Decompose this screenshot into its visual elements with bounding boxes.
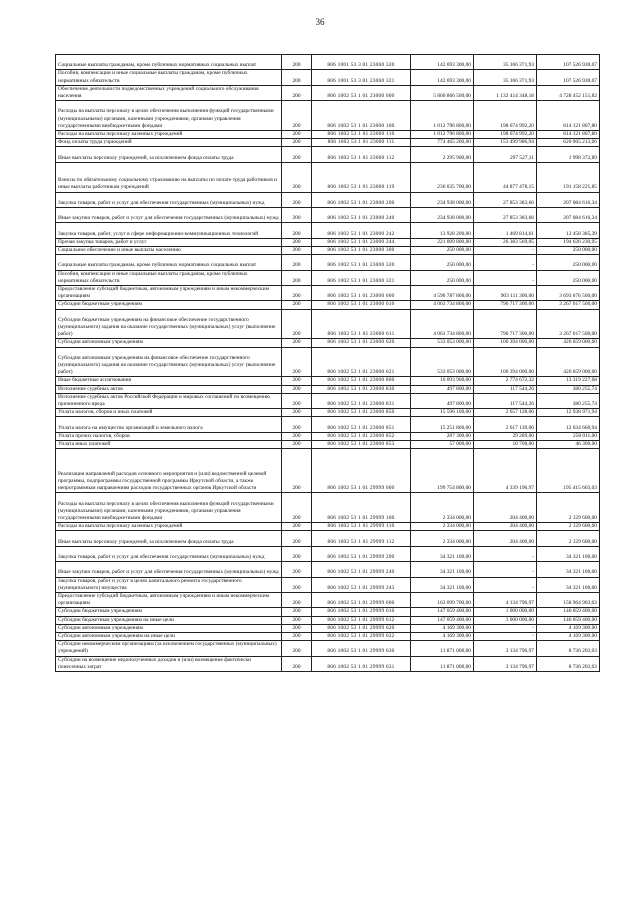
row-name-cell: Расходы на выплаты персоналу в целях обеспечения выполнения функций государственными (муниципальными) органами, казенными учреждениями, органами управления государственными внебюджетными фондами <box>56 101 282 131</box>
table-row <box>56 409 600 417</box>
row-code-cell: 200 <box>282 347 312 377</box>
table-row <box>56 162 600 192</box>
row-plan-cell: 34 321 100,00 <box>411 577 474 592</box>
row-name-cell: Субсидии бюджетным учреждениям <box>56 301 282 309</box>
row-executed-cell: - <box>474 632 537 640</box>
row-code-cell: 200 <box>282 192 312 207</box>
row-kbk-cell: 806 1002 53 1 01 23000 112 <box>312 147 411 162</box>
row-kbk-cell: 806 1001 53 3 01 23060 320 <box>312 55 411 70</box>
table-row <box>56 546 600 561</box>
row-name-cell: Иные выплаты персоналу учреждений, за исключением фонда оплаты труда <box>56 531 282 546</box>
row-executed-cell: 796 717 300,00 <box>474 301 537 309</box>
row-plan-cell: 234 938 000,00 <box>411 192 474 207</box>
row-code-cell: 200 <box>282 70 312 85</box>
row-remaining-cell: 4 169 300,00 <box>537 632 600 640</box>
table-row <box>56 432 600 440</box>
table-row <box>56 449 600 493</box>
table-row <box>56 440 600 448</box>
row-code-cell: 200 <box>282 207 312 222</box>
row-name-cell: Предоставление субсидий бюджетным, автономным учреждениям и иным некоммерческим организациям <box>56 285 282 300</box>
row-name-cell: Пособия, компенсации и иные социальные выплаты гражданам, кроме публичных нормативных обязательств <box>56 70 282 85</box>
row-name-cell: Прочая закупка товаров, работ и услуг <box>56 238 282 246</box>
row-kbk-cell: 806 1002 53 1 01 29999 000 <box>312 449 411 493</box>
row-plan-cell: 2 334 000,00 <box>411 523 474 531</box>
row-name-cell: Субсидии бюджетным учреждениям на иные цели <box>56 616 282 624</box>
row-kbk-cell: 806 1002 53 1 01 29999 200 <box>312 546 411 561</box>
row-name-cell: Субсидии на возмещение недополученных доходов и (или) возмещение фактически понесенных затрат <box>56 656 282 671</box>
row-code-cell: 200 <box>282 385 312 393</box>
table-row <box>56 246 600 254</box>
row-name-cell: Социальное обеспечение и иные выплаты населению <box>56 246 282 254</box>
row-plan-cell: 2 295 900,00 <box>411 147 474 162</box>
table-row <box>56 85 600 100</box>
row-kbk-cell: 806 1002 53 1 01 23000 244 <box>312 238 411 246</box>
row-name-cell: Расходы на выплаты персоналу в целях обеспечения выполнения функций государственными (муниципальными) органами, казенными учреждениями, органами управления государственными внебюджетными фондами <box>56 493 282 523</box>
row-code-cell: 200 <box>282 562 312 577</box>
row-executed-cell: - <box>474 255 537 270</box>
row-name-cell: Иные бюджетные ассигнования <box>56 377 282 385</box>
row-plan-cell: 142 693 300,00 <box>411 55 474 70</box>
row-remaining-cell: 380 255,74 <box>537 393 600 408</box>
row-plan-cell: 34 321 100,00 <box>411 562 474 577</box>
row-executed-cell: - <box>474 577 537 592</box>
row-code-cell: 200 <box>282 656 312 671</box>
row-remaining-cell: 158 964 903,03 <box>537 592 600 607</box>
row-name-cell: Субсидии бюджетным учреждениям <box>56 608 282 616</box>
row-name-cell: Закупка товаров, работ и услуг в целях капитального ремонта государственного (муниципального) имущества <box>56 577 282 592</box>
row-remaining-cell: 12 938 971,94 <box>537 409 600 417</box>
row-code-cell: 200 <box>282 432 312 440</box>
row-name-cell: Субсидии некоммерческим организациям (за исключением государственных (муниципальных) учреждений) <box>56 641 282 656</box>
row-code-cell: 200 <box>282 577 312 592</box>
budget-execution-table <box>55 54 600 672</box>
row-plan-cell: 16 093 900,00 <box>411 377 474 385</box>
row-remaining-cell: 3 267 017 500,00 <box>537 301 600 309</box>
table-row <box>56 577 600 592</box>
row-plan-cell: 250 000,00 <box>411 270 474 285</box>
row-plan-cell: 774 465 200,00 <box>411 139 474 147</box>
table-row <box>56 592 600 607</box>
row-executed-cell: 3 134 796,97 <box>474 656 537 671</box>
row-plan-cell: 34 321 100,00 <box>411 546 474 561</box>
row-remaining-cell: 8 736 203,03 <box>537 641 600 656</box>
row-name-cell: Иные выплаты персоналу учреждений, за исключением фонда оплаты труда <box>56 147 282 162</box>
row-kbk-cell: 806 1002 53 1 01 23000 000 <box>312 85 411 100</box>
row-code-cell: 200 <box>282 417 312 432</box>
row-plan-cell: 4 596 787 800,00 <box>411 285 474 300</box>
row-executed-cell: - <box>474 270 537 285</box>
row-code-cell: 200 <box>282 608 312 616</box>
row-remaining-cell: 194 626 230,95 <box>537 238 600 246</box>
row-code-cell: 200 <box>282 339 312 347</box>
row-kbk-cell: 806 1002 53 1 01 23000 621 <box>312 347 411 377</box>
row-executed-cell: 29 289,00 <box>474 432 537 440</box>
row-executed-cell: 26 383 569,05 <box>474 238 537 246</box>
row-executed-cell: - <box>474 562 537 577</box>
table-row <box>56 632 600 640</box>
row-code-cell: 200 <box>282 632 312 640</box>
row-kbk-cell: 806 1002 53 1 01 23000 321 <box>312 270 411 285</box>
row-plan-cell: 142 693 300,00 <box>411 70 474 85</box>
row-plan-cell: 147 059 400,00 <box>411 616 474 624</box>
row-executed-cell: 117 544,26 <box>474 393 537 408</box>
table-row <box>56 523 600 531</box>
row-remaining-cell: 1 998 372,89 <box>537 147 600 162</box>
row-kbk-cell: 806 1002 53 1 01 29999 610 <box>312 608 411 616</box>
row-name-cell: Уплата налогов, сборов и иных платежей <box>56 409 282 417</box>
row-code-cell: 200 <box>282 546 312 561</box>
row-remaining-cell: 46 300,00 <box>537 440 600 448</box>
row-name-cell: Социальные выплаты гражданам, кроме публичных нормативных социальных выплат <box>56 55 282 70</box>
row-code-cell: 200 <box>282 270 312 285</box>
row-kbk-cell: 806 1002 53 1 01 23000 300 <box>312 246 411 254</box>
row-code-cell: 200 <box>282 616 312 624</box>
table-row <box>56 285 600 300</box>
row-kbk-cell: 806 1002 53 1 01 23000 851 <box>312 417 411 432</box>
row-remaining-cell: 814 121 807,80 <box>537 131 600 139</box>
row-remaining-cell: 191 158 221,85 <box>537 162 600 192</box>
row-plan-cell: 5 860 866 500,00 <box>411 85 474 100</box>
row-code-cell: 200 <box>282 147 312 162</box>
row-plan-cell: 2 334 000,00 <box>411 531 474 546</box>
row-name-cell: Субсидии автономным учреждениям на иные цели <box>56 632 282 640</box>
row-remaining-cell: 195 415 603,03 <box>537 449 600 493</box>
row-kbk-cell: 806 1002 53 1 01 29999 612 <box>312 616 411 624</box>
row-executed-cell: 3 134 796,97 <box>474 641 537 656</box>
table-row <box>56 207 600 222</box>
row-plan-cell: 497 800,00 <box>411 393 474 408</box>
row-kbk-cell: 806 1002 53 1 01 23000 600 <box>312 285 411 300</box>
row-code-cell: 200 <box>282 285 312 300</box>
row-name-cell: Закупка товаров, работ и услуг для обеспечения государственных (муниципальных) нужд <box>56 192 282 207</box>
row-code-cell: 200 <box>282 255 312 270</box>
table-row <box>56 347 600 377</box>
row-code-cell: 200 <box>282 246 312 254</box>
row-plan-cell: 15 596 100,00 <box>411 409 474 417</box>
row-kbk-cell: 806 1002 53 1 01 23000 831 <box>312 393 411 408</box>
row-name-cell: Иные закупки товаров, работ и услуг для обеспечения государственных (муниципальных) нужд <box>56 207 282 222</box>
row-kbk-cell: 806 1002 53 1 01 23000 611 <box>312 309 411 339</box>
row-plan-cell: 533 053 000,00 <box>411 347 474 377</box>
row-kbk-cell: 806 1002 53 1 01 23000 119 <box>312 162 411 192</box>
row-remaining-cell: 380 255,74 <box>537 385 600 393</box>
row-plan-cell: 234 938 000,00 <box>411 207 474 222</box>
row-code-cell: 200 <box>282 162 312 192</box>
row-executed-cell: 204 400,00 <box>474 493 537 523</box>
table-row <box>56 493 600 523</box>
row-remaining-cell: 620 965 213,06 <box>537 139 600 147</box>
row-executed-cell: 204 400,00 <box>474 531 537 546</box>
table-row <box>56 562 600 577</box>
row-plan-cell: 1 012 796 800,00 <box>411 131 474 139</box>
row-kbk-cell: 806 1002 53 1 01 29999 620 <box>312 624 411 632</box>
row-remaining-cell: 250 000,00 <box>537 255 600 270</box>
row-name-cell: Расходы на выплаты персоналу казенных учреждений <box>56 131 282 139</box>
page-number: 36 <box>315 17 325 27</box>
row-executed-cell: - <box>474 624 537 632</box>
row-remaining-cell: 258 011,00 <box>537 432 600 440</box>
row-remaining-cell: 146 059 400,00 <box>537 616 600 624</box>
row-executed-cell: 153 499 986,94 <box>474 139 537 147</box>
row-code-cell: 200 <box>282 139 312 147</box>
row-code-cell: 200 <box>282 309 312 339</box>
table-row <box>56 656 600 671</box>
row-kbk-cell: 806 1002 53 1 01 23000 830 <box>312 385 411 393</box>
row-remaining-cell: 4 169 300,00 <box>537 624 600 632</box>
row-name-cell: Реализация направлений расходов основного мероприятия и (или) ведомственной целевой программы, подпрограммы государственной программы Иркутской области, а также непрограммным направлениям расходов государственных органов Иркутской области <box>56 449 282 493</box>
row-executed-cell: 27 853 383,66 <box>474 192 537 207</box>
row-executed-cell: - <box>474 246 537 254</box>
row-name-cell: Уплата иных платежей <box>56 440 282 448</box>
row-remaining-cell: 814 121 807,80 <box>537 101 600 131</box>
row-code-cell: 200 <box>282 301 312 309</box>
row-kbk-cell: 806 1002 53 1 01 23000 100 <box>312 101 411 131</box>
row-remaining-cell: 34 321 100,00 <box>537 577 600 592</box>
row-kbk-cell: 806 1002 53 1 01 29999 100 <box>312 493 411 523</box>
row-code-cell: 200 <box>282 523 312 531</box>
table-row <box>56 393 600 408</box>
row-name-cell: Субсидии автономным учреждениям <box>56 624 282 632</box>
table-row <box>56 339 600 347</box>
row-plan-cell: 221 009 800,00 <box>411 238 474 246</box>
row-code-cell: 200 <box>282 641 312 656</box>
table-row <box>56 608 600 616</box>
row-executed-cell: 903 111 300,00 <box>474 285 537 300</box>
row-plan-cell: 236 035 700,00 <box>411 162 474 192</box>
table-row <box>56 255 600 270</box>
table-row <box>56 101 600 131</box>
row-plan-cell: 533 053 000,00 <box>411 339 474 347</box>
row-remaining-cell: 34 321 100,00 <box>537 546 600 561</box>
row-plan-cell: 4 063 734 800,00 <box>411 309 474 339</box>
row-name-cell: Закупка товаров, работ и услуг для обеспечения государственных (муниципальных) нужд <box>56 546 282 561</box>
row-code-cell: 200 <box>282 85 312 100</box>
row-name-cell: Субсидии автономным учреждениям на финансовое обеспечение государственного (муниципального) задания на оказание государственных (муниципальных) услуг (выполнение работ) <box>56 347 282 377</box>
row-executed-cell: 35 166 371,93 <box>474 55 537 70</box>
row-name-cell: Взносы по обязательному социальному страхованию на выплаты по оплате труда работников и иные выплаты работникам учреждений <box>56 162 282 192</box>
row-remaining-cell: 207 084 616,34 <box>537 192 600 207</box>
row-remaining-cell: 426 659 000,00 <box>537 347 600 377</box>
table-row <box>56 641 600 656</box>
table-row <box>56 147 600 162</box>
row-executed-cell: 35 166 371,93 <box>474 70 537 85</box>
row-kbk-cell: 806 1002 53 1 01 23000 853 <box>312 440 411 448</box>
row-remaining-cell: 146 059 400,00 <box>537 608 600 616</box>
table-row <box>56 70 600 85</box>
row-plan-cell: 163 099 700,00 <box>411 592 474 607</box>
table-row <box>56 301 600 309</box>
table-row <box>56 616 600 624</box>
row-executed-cell: - <box>474 546 537 561</box>
row-plan-cell: 4 063 734 800,00 <box>411 301 474 309</box>
row-executed-cell: 44 877 478,15 <box>474 162 537 192</box>
row-kbk-cell: 806 1002 53 1 01 29999 622 <box>312 632 411 640</box>
row-code-cell: 200 <box>282 131 312 139</box>
row-kbk-cell: 806 1002 53 1 01 29999 630 <box>312 641 411 656</box>
row-executed-cell: 204 400,00 <box>474 523 537 531</box>
row-remaining-cell: 2 129 600,00 <box>537 493 600 523</box>
row-plan-cell: 4 169 300,00 <box>411 624 474 632</box>
row-remaining-cell: 107 526 928,07 <box>537 55 600 70</box>
row-remaining-cell: 3 267 017 500,00 <box>537 309 600 339</box>
table-row <box>56 309 600 339</box>
row-kbk-cell: 806 1002 53 1 01 29999 112 <box>312 531 411 546</box>
table-row <box>56 417 600 432</box>
row-name-cell: Уплата налога на имущество организаций и земельного налога <box>56 417 282 432</box>
row-name-cell: Расходы на выплаты персоналу казенных учреждений <box>56 523 282 531</box>
row-code-cell: 200 <box>282 55 312 70</box>
table-row <box>56 55 600 70</box>
row-kbk-cell: 806 1002 53 1 01 29999 110 <box>312 523 411 531</box>
row-name-cell: Социальные выплаты гражданам, кроме публичных нормативных социальных выплат <box>56 255 282 270</box>
row-kbk-cell: 806 1002 53 1 01 23000 850 <box>312 409 411 417</box>
row-executed-cell: 2 617 139,06 <box>474 417 537 432</box>
table-row <box>56 238 600 246</box>
row-kbk-cell: 806 1002 53 1 01 23000 240 <box>312 207 411 222</box>
row-executed-cell: 27 853 383,66 <box>474 207 537 222</box>
row-executed-cell: 106 394 000,00 <box>474 347 537 377</box>
row-executed-cell: 2 774 672,32 <box>474 377 537 385</box>
row-remaining-cell: 8 736 203,03 <box>537 656 600 671</box>
row-remaining-cell: 34 321 100,00 <box>537 562 600 577</box>
row-kbk-cell: 806 1002 53 1 01 23000 110 <box>312 131 411 139</box>
row-name-cell: Предоставление субсидий бюджетным, автономным учреждениям и иным некоммерческим организациям <box>56 592 282 607</box>
table-row <box>56 624 600 632</box>
row-executed-cell: 198 674 992,20 <box>474 131 537 139</box>
row-kbk-cell: 806 1001 53 3 01 23060 321 <box>312 70 411 85</box>
row-code-cell: 200 <box>282 624 312 632</box>
row-executed-cell: 106 394 000,00 <box>474 339 537 347</box>
table-row <box>56 131 600 139</box>
row-kbk-cell: 806 1002 53 1 01 23000 620 <box>312 339 411 347</box>
row-kbk-cell: 806 1002 53 1 01 23000 320 <box>312 255 411 270</box>
row-remaining-cell: 250 000,00 <box>537 270 600 285</box>
row-remaining-cell: 13 319 227,68 <box>537 377 600 385</box>
row-kbk-cell: 806 1002 53 1 01 23000 200 <box>312 192 411 207</box>
table-row <box>56 192 600 207</box>
row-code-cell: 200 <box>282 238 312 246</box>
row-code-cell: 200 <box>282 101 312 131</box>
row-executed-cell: 1 000 000,00 <box>474 608 537 616</box>
row-executed-cell: 796 717 300,00 <box>474 309 537 339</box>
row-plan-cell: 250 000,00 <box>411 255 474 270</box>
row-code-cell: 200 <box>282 440 312 448</box>
row-kbk-cell: 806 1002 53 1 01 23000 852 <box>312 432 411 440</box>
row-kbk-cell: 806 1002 53 1 01 29999 631 <box>312 656 411 671</box>
row-name-cell: Пособия, компенсации и иные социальные выплаты гражданам, кроме публичных нормативных обязательств <box>56 270 282 285</box>
row-executed-cell: 4 134 796,97 <box>474 592 537 607</box>
table-row <box>56 377 600 385</box>
row-kbk-cell: 806 1002 53 1 01 29999 600 <box>312 592 411 607</box>
table-row <box>56 270 600 285</box>
row-kbk-cell: 806 1002 53 1 01 23000 111 <box>312 139 411 147</box>
table-row <box>56 139 600 147</box>
row-executed-cell: 1 000 000,00 <box>474 616 537 624</box>
row-plan-cell: 11 871 000,00 <box>411 641 474 656</box>
row-plan-cell: 497 800,00 <box>411 385 474 393</box>
row-kbk-cell: 806 1002 53 1 01 29999 240 <box>312 562 411 577</box>
row-plan-cell: 287 300,00 <box>411 432 474 440</box>
row-name-cell: Исполнение судебных актов <box>56 385 282 393</box>
row-remaining-cell: 107 526 928,07 <box>537 70 600 85</box>
row-executed-cell: 198 674 992,20 <box>474 101 537 131</box>
row-kbk-cell: 806 1002 53 1 01 23000 610 <box>312 301 411 309</box>
row-remaining-cell: 2 129 600,00 <box>537 531 600 546</box>
row-remaining-cell: 207 084 616,34 <box>537 207 600 222</box>
row-code-cell: 200 <box>282 409 312 417</box>
table-row <box>56 223 600 238</box>
row-plan-cell: 199 754 800,00 <box>411 449 474 493</box>
row-executed-cell: 1 469 814,61 <box>474 223 537 238</box>
row-executed-cell: 2 657 128,06 <box>474 409 537 417</box>
row-kbk-cell: 806 1002 53 1 01 23000 800 <box>312 377 411 385</box>
row-remaining-cell: 4 728 452 151,82 <box>537 85 600 100</box>
row-code-cell: 200 <box>282 493 312 523</box>
row-code-cell: 200 <box>282 377 312 385</box>
row-name-cell: Закупка товаров, работ, услуг в сфере информационно-коммуникационных технологий <box>56 223 282 238</box>
row-kbk-cell: 806 1002 53 1 01 29999 243 <box>312 577 411 592</box>
row-code-cell: 200 <box>282 449 312 493</box>
row-code-cell: 200 <box>282 531 312 546</box>
row-code-cell: 200 <box>282 393 312 408</box>
row-plan-cell: 13 928 200,00 <box>411 223 474 238</box>
row-remaining-cell: 3 693 676 500,00 <box>537 285 600 300</box>
row-plan-cell: 2 334 000,00 <box>411 493 474 523</box>
row-executed-cell: 4 339 196,97 <box>474 449 537 493</box>
row-plan-cell: 4 169 300,00 <box>411 632 474 640</box>
table-row <box>56 385 600 393</box>
row-remaining-cell: 250 000,00 <box>537 246 600 254</box>
row-name-cell: Фонд оплаты труда учреждений <box>56 139 282 147</box>
row-name-cell: Обеспечение деятельности подведомственных учреждений социального обслуживания населения <box>56 85 282 100</box>
row-remaining-cell: 426 659 000,00 <box>537 339 600 347</box>
row-name-cell: Субсидии бюджетным учреждениям на финансовое обеспечение государственного (муниципального) задания на оказание государственных (муниципальных) услуг (выполнение работ) <box>56 309 282 339</box>
row-executed-cell: 1 132 414 348,18 <box>474 85 537 100</box>
row-name-cell: Уплата прочих налогов, сборов <box>56 432 282 440</box>
row-executed-cell: 10 700,00 <box>474 440 537 448</box>
row-kbk-cell: 806 1002 53 1 01 23000 242 <box>312 223 411 238</box>
row-plan-cell: 57 000,00 <box>411 440 474 448</box>
row-executed-cell: 117 544,26 <box>474 385 537 393</box>
row-remaining-cell: 2 129 600,00 <box>537 523 600 531</box>
row-name-cell: Исполнение судебных актов Российской Федерации и мировых соглашений по возмещению причиненного вреда <box>56 393 282 408</box>
row-remaining-cell: 12 634 660,94 <box>537 417 600 432</box>
row-name-cell: Субсидии автономным учреждениям <box>56 339 282 347</box>
row-name-cell: Иные закупки товаров, работ и услуг для обеспечения государственных (муниципальных) нужд <box>56 562 282 577</box>
table-row <box>56 531 600 546</box>
row-plan-cell: 1 012 796 800,00 <box>411 101 474 131</box>
row-code-cell: 200 <box>282 223 312 238</box>
row-remaining-cell: 12 458 385,39 <box>537 223 600 238</box>
row-executed-cell: 297 527,11 <box>474 147 537 162</box>
row-plan-cell: 147 059 400,00 <box>411 608 474 616</box>
row-plan-cell: 11 871 000,00 <box>411 656 474 671</box>
row-code-cell: 200 <box>282 592 312 607</box>
row-plan-cell: 250 000,00 <box>411 246 474 254</box>
row-plan-cell: 15 251 800,00 <box>411 417 474 432</box>
